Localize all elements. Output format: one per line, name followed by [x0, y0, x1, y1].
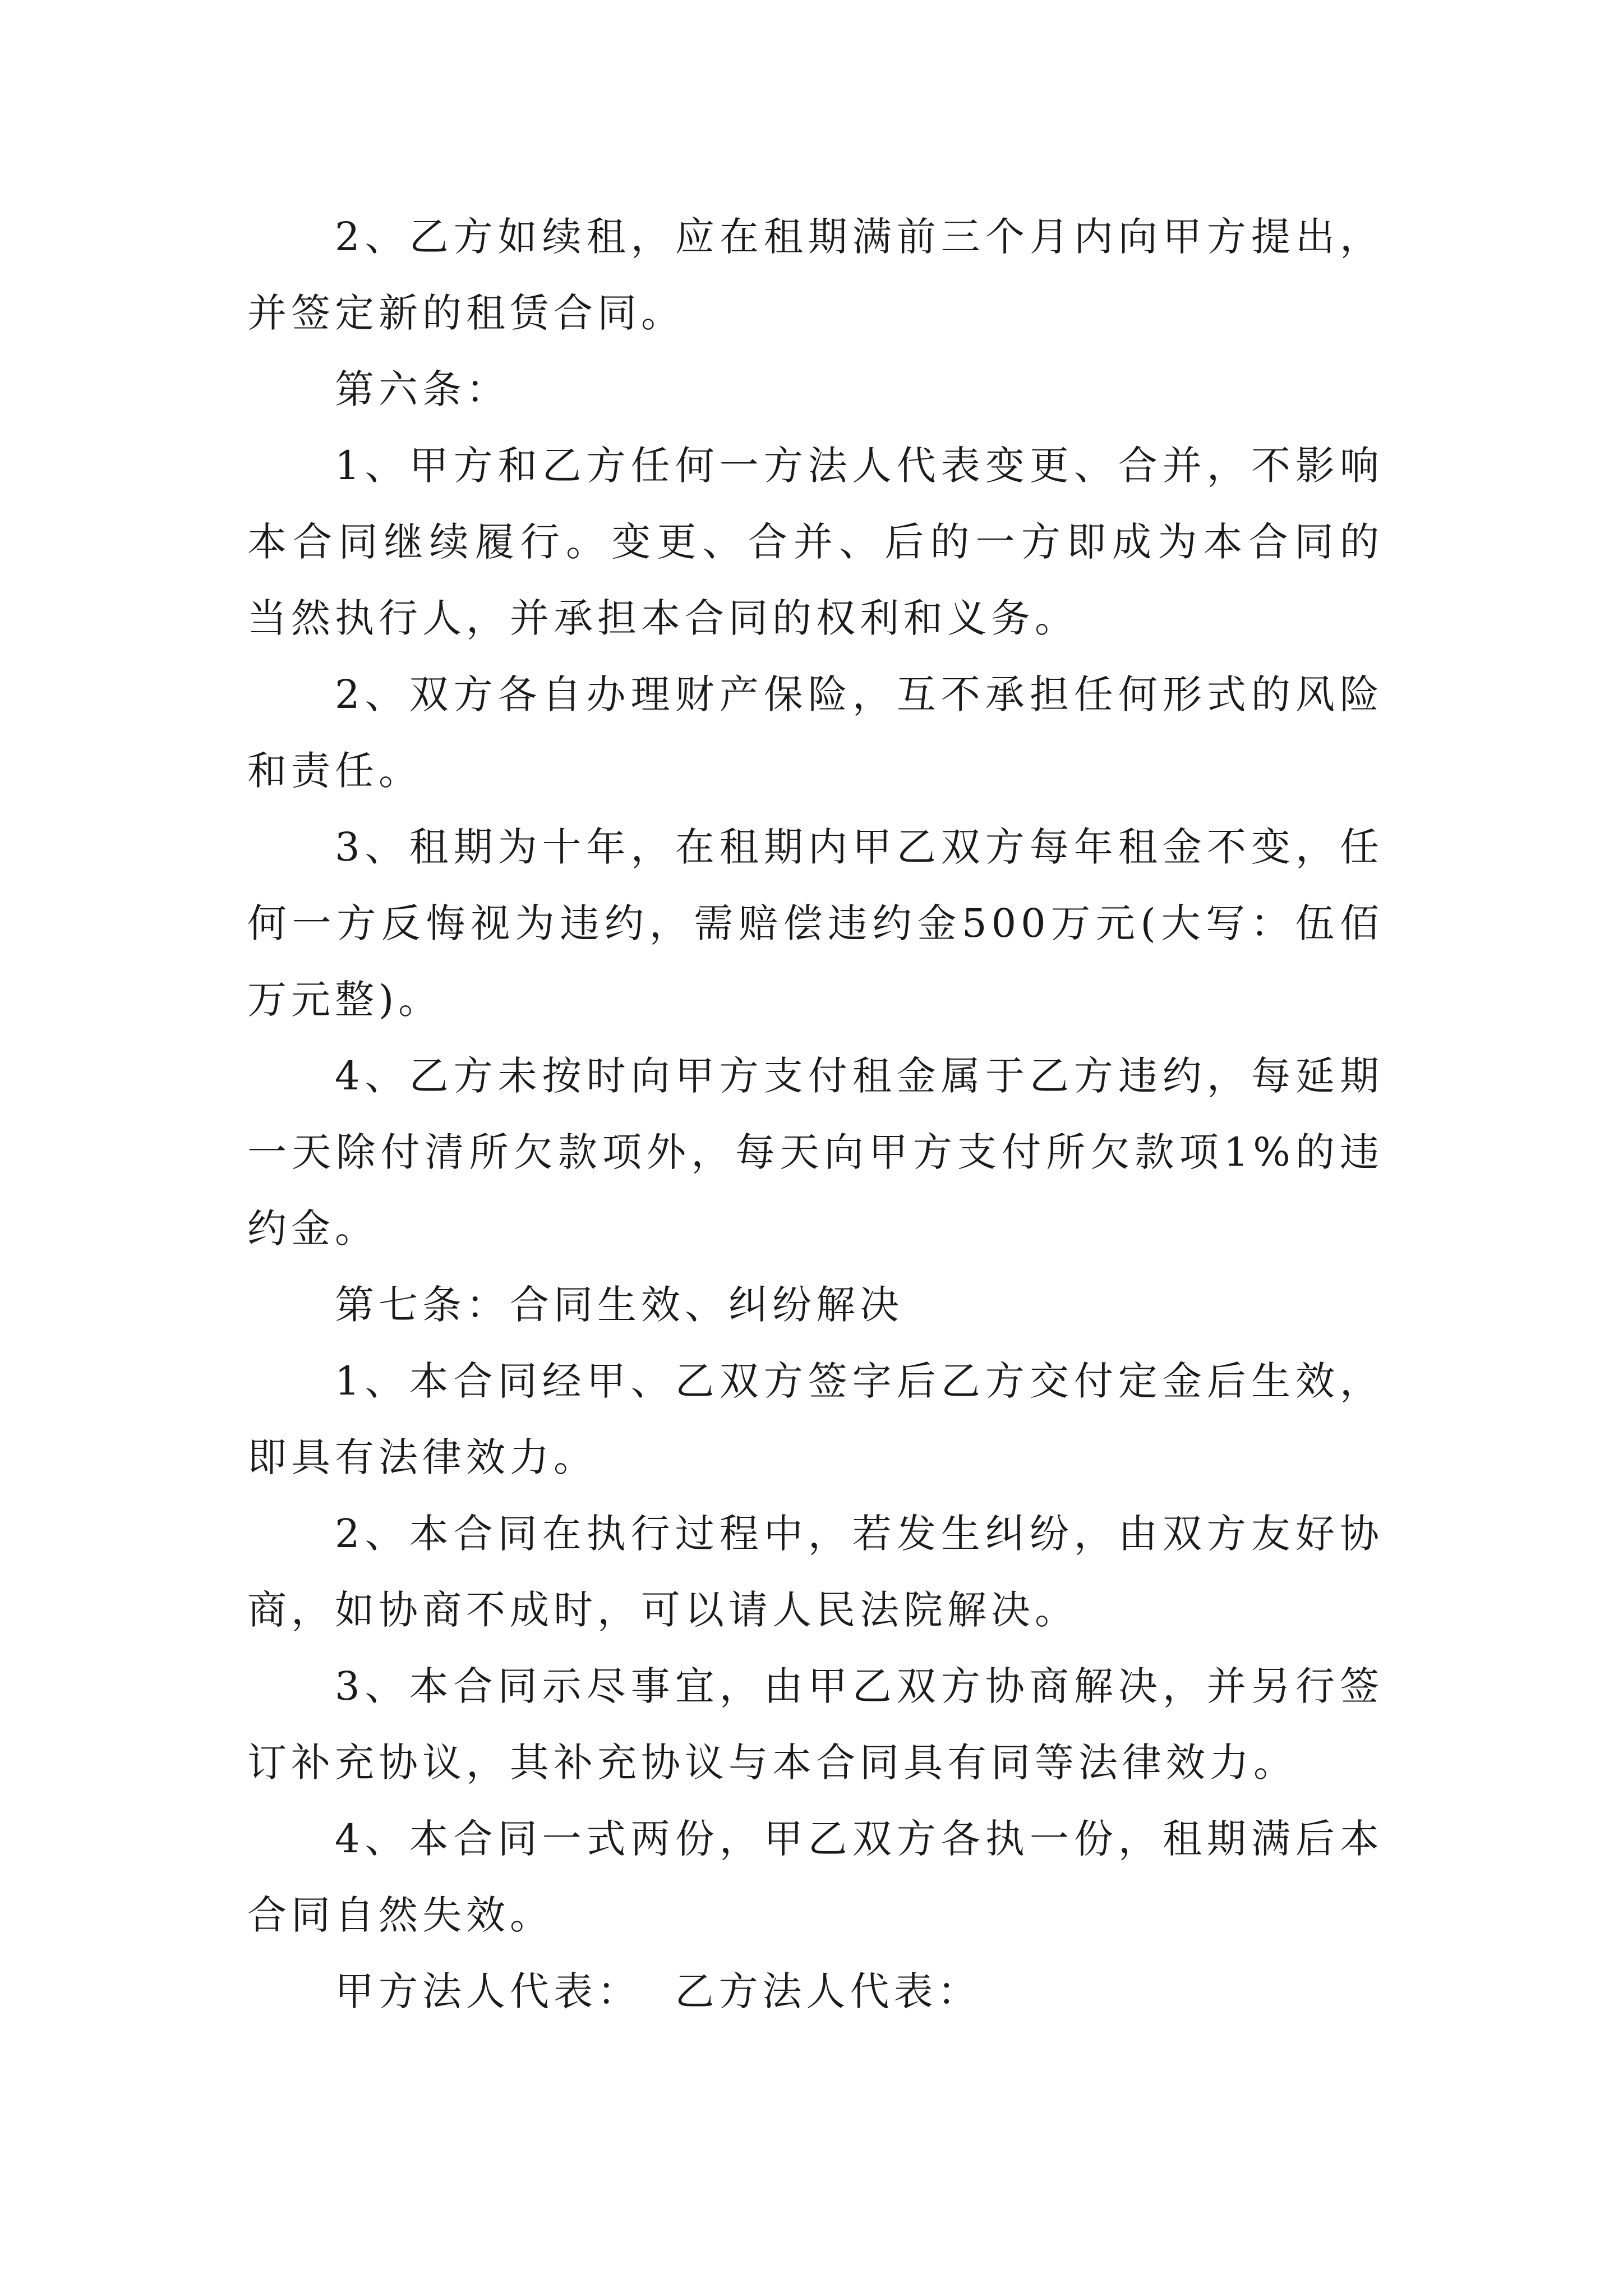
paragraph-6-2: 2、双方各自办理财产保险，互不承担任何形式的风险和责任。	[247, 671, 1384, 794]
paragraph-7-3: 3、本合同示尽事宜，由甲乙双方协商解决，并另行签订补充协议，其补充协议与本合同具有同等法律效力。	[247, 1663, 1384, 1786]
article-7-heading: 第七条：合同生效、纠纷解决	[335, 1282, 903, 1328]
paragraph-7-2: 2、本合同在执行过程中，若发生纠纷，由双方友好协商，如协商不成时，可以请人民法院解决。	[247, 1511, 1384, 1633]
paragraph-7-4: 4、本合同一式两份，甲乙双方各执一份，租期满后本合同自然失效。	[247, 1816, 1384, 1938]
paragraph-7-1: 1、本合同经甲、乙双方签字后乙方交付定金后生效，即具有法律效力。	[247, 1358, 1384, 1480]
paragraph-6-1: 1、甲方和乙方任何一方法人代表变更、合并，不影响本合同继续履行。变更、合并、后的一方即成为本合同的当然执行人，并承担本合同的权利和义务。	[247, 443, 1384, 641]
article-6-heading: 第六条：	[335, 366, 510, 412]
signature-line: 甲方法人代表： 乙方法人代表：	[335, 1968, 981, 2014]
paragraph-6-3: 3、租期为十年，在租期内甲乙双方每年租金不变，任何一方反悔视为违约，需赔偿违约金500万元(大写：伍佰万元整)。	[247, 824, 1384, 1023]
document-body	[247, 199, 1384, 2030]
paragraph-6-4: 4、乙方未按时向甲方支付租金属于乙方违约，每延期一天除付清所欠款项外，每天向甲方支付所欠款项1%的违约金。	[247, 1053, 1384, 1251]
paragraph-renewal: 2、乙方如续租，应在租期满前三个月内向甲方提出，并签定新的租赁合同。	[247, 214, 1384, 336]
